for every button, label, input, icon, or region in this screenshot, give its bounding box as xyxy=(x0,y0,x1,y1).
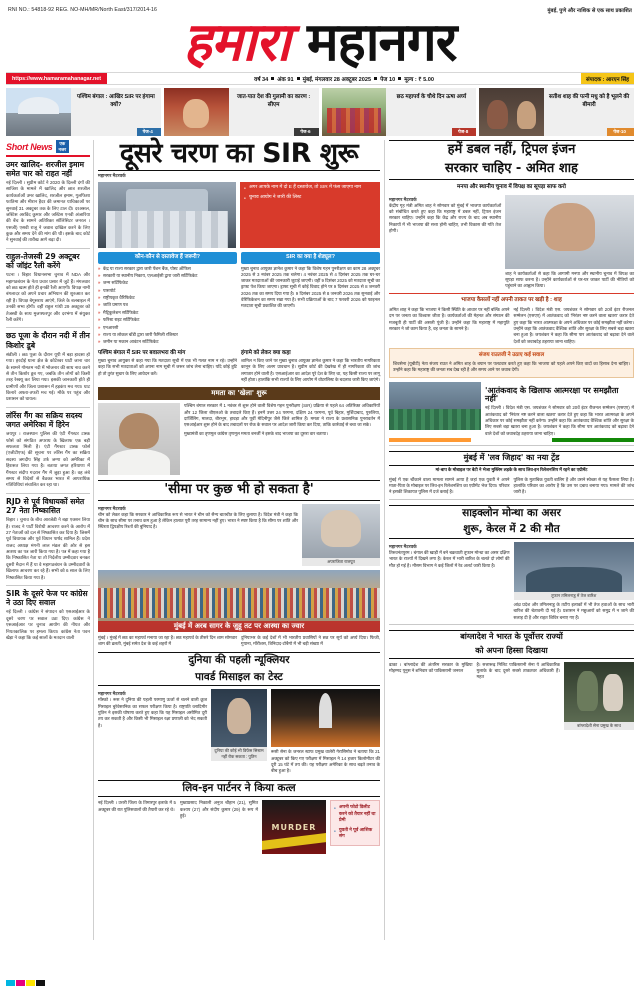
livein-body-1: नई दिल्ली । उत्तरी जिला के तिमारपुर इलाके में 5 अक्टूबर की रात पुलिसवालों की तैयारी कर रहे थे। xyxy=(98,800,176,812)
cyclone-headline-line1: साइक्लोन मोन्था का असर xyxy=(389,505,634,520)
short-news-item[interactable] xyxy=(6,331,90,403)
crime-tape-icon xyxy=(262,832,326,850)
lovejihad-body-2: पुलिस के मुताबिक युवती बालिग है और उसने स्वेच्छा से यह फैसला लिया है। हालांकि परिवार का आरोप है कि उस पर दबाव बनाया गया। मामले की जांच जारी है। xyxy=(513,476,634,495)
short-news-title: छठ पूजा के दौरान नदी में तीन किशोर डूबे xyxy=(6,331,90,350)
teaser-page-badge: पेज-10 xyxy=(607,128,634,136)
cyclone-headline-line2: शुरू, केरल में 2 की मौत xyxy=(389,524,634,539)
teaser-photo xyxy=(6,88,71,136)
schedule-box xyxy=(241,252,380,346)
sanjay-raut-box xyxy=(389,348,634,378)
lead-top-row xyxy=(98,182,380,248)
murder-word: MURDER xyxy=(271,822,317,832)
teaser-photo xyxy=(479,88,544,136)
short-news-column xyxy=(6,140,94,940)
issue-number: अंक 91 xyxy=(277,76,294,83)
note-title: हंगामे को लेकर क्या कहा xyxy=(241,349,291,356)
divider xyxy=(6,407,90,408)
masthead-word-hamara: हमारा xyxy=(183,12,290,73)
bangladesh-photo-block xyxy=(564,662,634,730)
divider xyxy=(6,585,90,586)
seema-photo-caption: अपराजिता राजपूत xyxy=(302,558,380,566)
seema-photo-block xyxy=(302,504,380,566)
page-count: पेज 10 xyxy=(380,76,396,83)
masthead-word-mahanagar: महानगर xyxy=(306,12,457,73)
short-news-item[interactable] xyxy=(6,160,90,244)
teaser-item[interactable] xyxy=(6,88,161,136)
nuclear-byline: महानगर मैटरवर्क xyxy=(98,691,126,697)
publication-tagline: मुंबई, पुणे और नाशिक से एक साथ प्रकाशित xyxy=(547,8,632,14)
document-item: » राष्ट्रीयकृत वैरिफिकेट xyxy=(98,295,237,301)
nuclear-text-block xyxy=(98,689,207,774)
short-news-body: नई दिल्ली । कांग्रेस ने संपादन को एसआईआर के दूसरे चरण पर सवाल उठा दिए। कांग्रेस ने एसआईआर पर चुनाव आयोग की नीयत और नियतकालिक पर हमला किया। कांग्रेस नेता पवन खेड़ा ने कहा कि कई सालों के मतदान वाली xyxy=(6,609,90,640)
nuclear-body-1: मॉस्को । रूस ने दुनिया की पहली परमाणु ऊर्जा से चलने वाली क्रूज मिसाइल बुरेवेस्तनिक का सफल परीक्षण किया है। राष्ट्रपति व्लादिमीर पुतिन ने इसकी घोषणा करते हुए कहा कि यह मिसाइल असीमित दूरी तय कर सकती है और किसी भी मिसाइल रक्षा प्रणाली को भेद सकती है। xyxy=(98,697,207,728)
mamata-banerjee-photo xyxy=(98,403,180,475)
mamata-body-2: मुख्यमंत्री का तृणमूल कांग्रेस तृणमूल ममता बनर्जी ने इसके बाद भाजपा का दूसरा वार बताया। xyxy=(184,430,328,436)
info-strip xyxy=(6,72,634,85)
mamata-row xyxy=(98,403,380,475)
document-item: » फॉरेस्ट राइट सर्टिफिकेट xyxy=(98,317,237,323)
highlight-item: ● अगर आपके नाम में दो E हैं दस्तावेज, तो SIR में फंस जाएगा नाम xyxy=(244,185,376,192)
divider xyxy=(389,624,634,625)
livein-pink-box-block xyxy=(330,800,380,854)
beach-photo-caption: मुंबई में अरब सागर के जुहू तट पर आस्था का ज्वार xyxy=(98,621,380,632)
note-title: पश्चिम बंगाल में SIR पर बवालभरा की मांग xyxy=(98,349,186,356)
cover-price: मूल्य : ₹ 5.00 xyxy=(404,76,434,83)
short-news-body: नई दिल्ली । सुप्रीम कोर्ट ने 2020 के दिल्ली दंगों की साजिश के मामले में खालिद और छात्र शरजील कार्यकर्ताओं उमर खालिद, शरजील इमाम, गुलफिशा फातिमा और मीरान हैदर की जमानत याचिकाओं पर सुनवाई 31 अक्टूबर तक के लिए टाल दी। दरअसल, जस्टिस अरविंद कुमार और जस्टिस एनवी अंजारिया की बेंच के सामने अतिरिक्त सॉलिसिटर जनरल । एसजी) एसवी राजू ने जवाब दाखिल करने के लिए कुछ और समय देने की मांग की थी। इसके बाद कोर्ट ने सुनवाई की तारीख आगे बढ़ा दी। xyxy=(6,180,90,243)
mamata-body-1: पश्चिम बंगाल सरकार में 1 नवंबर से शुरू होने वाली विशेष गहन पुनरीक्षण (SIR) प्रक्रिया से पहले 64 अतिरिक्त अधिकारियों और 12 जिला बीएलओ के तबादले किए हैं। इनमें उत्तर 24 परगना, दक्षिण 24 परगना, पूर्व बिहार, मुर्शिदाबाद, पुरुलिया, दार्जिलिंग, मालदा, बीरभूम, हावड़ा और पूर्वी मेदिनीपुर जैसे जिले शामिल हैं। ममता ने राज्य के प्रशासनिक पुनरावर्तन में एसआईआर शुरू होने के बाद तबादलों पर रोक के सवाल पर आदेश जारी किया कर दिया, ताकि कार्रवाई से बचा जा सके। xyxy=(184,403,380,428)
livein-highlights-box xyxy=(330,800,380,846)
amitshah-headline-line1: हमें डबल नहीं, ट्रिपल इंजन xyxy=(389,140,634,157)
issue-info xyxy=(107,73,581,84)
divider xyxy=(6,327,90,328)
lovejihad-headline: मुंबई में 'लव जिहाद' का नया ट्रेंड xyxy=(389,451,634,466)
nuclear-row xyxy=(98,689,380,774)
beach-body-2: दुनियाभर के कई देशों में भी भारतीय प्रवासियों ने छठ पर सूर्य को अर्घ्य दिया। फिजी, गुयाना, मॉरीशस, त्रिनिदाद-टोबैगो में भी बड़ी संख्या में xyxy=(241,634,380,647)
document-item: » केंद्र या राज्य सरकार द्वारा जारी पेंशन बैंक, पोस्ट ऑफिस xyxy=(98,266,237,272)
editor-name: संपादक : आरएन सिंह xyxy=(581,73,634,84)
short-news-title: लॉरेंस गैंग का सक्रिय सदस्य जगत अमेरिका में हिरेन xyxy=(6,410,83,429)
note-body: शामिल न किए जाने पर मुख्य चुनाव आयुक्त ज्ञानेश कुमार ने कहा कि भारतीय नागरिकता कानून के लिए अलग प्रावधान है। सुप्रीम कोर्ट की देखरेख में ही नागरिकता की जांच लगातार होने वाली है। एसआईआर का आदेश पूरे देश के लिए था, यह किसी राज्य पर लागू नहीं होता। हालांकि सभी राज्यों के लिए आयोग में वोटरलिस्ट के बदलाव जारी किए जाएंगे। xyxy=(241,358,380,383)
amitshah-row xyxy=(389,195,634,290)
sanjay-raut-body: शिवसेना (यूबीटी) नेता संजय राउत ने अमित शाह के बयान पर पलटवार करते हुए कहा कि भाजपा को पहले अपने किए वादों का हिसाब देना चाहिए। उन्होंने कहा कि महाराष्ट्र की जनता सब देख रही है और समय आने पर जवाब देगी। xyxy=(393,360,630,373)
divider xyxy=(389,499,634,500)
seema-byline: महानगर मैटरवर्क xyxy=(98,505,126,511)
note-west-bengal xyxy=(98,350,237,384)
short-news-title: RJD से पूर्व विधायकों समेत 27 नेता निष्कासित xyxy=(6,496,85,515)
teaser-photo xyxy=(164,88,229,136)
seema-body: चीन को लेकर कहा कि सरकार ने आधिकारिक रूप से भारत ने चीन को सैन्य बातचीत के लिए बुलाया है। विदेश मंत्री ने कहा कि चीन के साथ सीमा पर तनाव कम हुआ है लेकिन हालात पूरी तरह सामान्य नहीं हुए। भारत ने स्पष्ट किया है कि सीमा पर शांति और स्थिरता द्विपक्षीय रिश्तों की बुनियाद है। xyxy=(98,511,298,530)
missile-launch-photo xyxy=(271,689,380,747)
document-item: » जाति प्रमाण पत्र xyxy=(98,302,237,308)
document-item: » मैट्रिकुलेशन सर्टिफिकेट xyxy=(98,310,237,316)
bangladesh-photo-caption: बांग्लादेशी सेना प्रमुख के साथ xyxy=(564,722,634,730)
right-column xyxy=(384,140,634,940)
jaishankar-photo xyxy=(302,504,380,558)
documents-box xyxy=(98,252,237,346)
amitshah-body-2: शाह ने कार्यकर्ताओं से कहा कि आगामी मनपा और स्थानीय चुनाव में विपक्ष का सूपड़ा साफ करना है। उन्होंने कार्यकर्ताओं से घर-घर जाकर पार्टी की नीतियों को पहुंचाने का आह्वान किया। xyxy=(505,270,634,289)
nuclear-headline-line1: दुनिया की पहली न्यूक्लियर xyxy=(98,652,380,667)
teaser-page-badge: पेज-6 xyxy=(294,128,318,136)
sea-view-photo xyxy=(389,382,481,430)
place-and-date: मुंबई, मंगलवार 28 अक्टूबर 2025 xyxy=(302,76,372,83)
murder-graphic-block xyxy=(262,800,326,854)
seema-headline: 'सीमा पर कुछ भी हो सकता है' xyxy=(98,480,380,500)
bangladesh-headline-line1: बांग्लादेश ने भारत के पूर्वोत्तर राज्यों xyxy=(389,630,634,642)
teaser-photo xyxy=(322,88,387,136)
cyclone-text-block xyxy=(389,542,510,621)
divider xyxy=(389,293,634,294)
separator-square-icon xyxy=(398,77,401,80)
livein-headline: लिव-इन पार्टनर ने किया कत्ल xyxy=(98,780,380,798)
cyclone-body-2: आंध्र प्रदेश और तमिलनाडु के तटीय इलाकों में भी तेज हवाओं के साथ भारी बारिश की चेतावनी दी गई है। प्रशासन ने मछुआरों को समुद्र में न जाने की सलाह दी है और राहत शिविर बनाए गए हैं। xyxy=(513,601,634,620)
short-news-title: उमर खालिद- शरजील इमाम समेत चार को राहत नहीं xyxy=(6,159,85,178)
separator-square-icon xyxy=(297,77,300,80)
short-news-title: SIR के दूसरे फेज पर कांग्रेस ने उठा दिए सवाल xyxy=(6,588,88,608)
pink-item: ● युवती ने पूर्व आशिक संग xyxy=(334,827,376,840)
murder-crime-scene-photo xyxy=(262,800,326,854)
document-item: » जमीन या मकान आवंटन सर्टिफिकेट xyxy=(98,339,237,345)
document-item: » जन्म सर्टिफिकेट xyxy=(98,280,237,286)
center-column xyxy=(98,140,380,940)
cyclone-byline: महानगर मैटरवर्क xyxy=(389,543,417,549)
volume-year: वर्ष 34 xyxy=(254,76,269,83)
teaser-strip xyxy=(6,88,634,136)
amitshah-headline-line2: सरकार चाहिए - अमित शाह xyxy=(389,162,634,179)
lead-highlight-box xyxy=(240,182,380,248)
short-news-body: संडीली । छठ पूजा के दौरान यूपी में बड़ा हादसा हो गया। हरदोई थाना क्षेत्र के कोटेश्वर घाटी जाना चार के सामने गोमतम नदी में भोजनार की साथ नाव करने से तीन किशोर डूब गए, जबकि तीन लोगों को किसी तरह रेस्क्यू कर लिया गया। इसकी जानकारी होते ही ग्रामीणों और जिला प्रशासन में हड़कंप मच गया। घाट किनारे अफरा-तफरी मच गई। मौके पर पहुंच और प्रशासन को घायल। xyxy=(6,351,90,402)
masthead xyxy=(6,12,634,73)
note-body: मुख्य चुनाव आयुक्त से कहा गया कि मतदाता सूची में एक भी गलत नाम न रहे। उन्होंने कहा कि सभी मतदाताओं को अपना नाम सूची में जरूर जांच लेना चाहिए। यदि कोई त्रुटि हो तो तुरंत सुधार के लिए आवेदन करें। xyxy=(98,358,237,376)
teaser-item[interactable] xyxy=(479,88,634,136)
cyclone-photo-block xyxy=(514,542,635,621)
documents-list xyxy=(98,266,237,346)
short-news-item[interactable] xyxy=(6,589,90,641)
short-news-item[interactable] xyxy=(6,411,90,489)
lead-byline: महानगर मैटरवर्क xyxy=(98,173,126,179)
separator-square-icon xyxy=(271,77,274,80)
livein-body-2: मुख्यप्रसाद निकाली अनुज चौहान (21), सुमित कश्यप (27) और संदीप कुमार (29) के रूप में हुई। xyxy=(180,800,258,819)
document-item: » राज्य या लोकल बॉडी द्वारा जारी फैमिली रजिस्टर xyxy=(98,332,237,338)
short-news-item[interactable] xyxy=(6,497,90,581)
beach-body-1: मुंबई । मुंबई में छठ का महापर्व मनाया जा रहा है। छठ महापर्व के तीसरे दिन शाम सोमवार शाम की ढलती, मुंबई समेत देश के कई शहरों में xyxy=(98,634,237,647)
mamata-section-header: ममता का 'खेला' शुरू xyxy=(98,387,380,400)
highlight-item: ● चुनाव आयोग ने जारी की लिस्ट xyxy=(244,195,376,202)
livein-row xyxy=(98,800,380,854)
documents-box-header: कौन-कौन से दस्तावेज हैं जरूरी? xyxy=(98,252,237,263)
atankwad-text-block xyxy=(485,382,634,437)
amitshah-body-1: केंद्रीय गृह मंत्री अमित शाह ने सोमवार को मुंबई में भाजपा कार्यकर्ताओं को संबोधित करते हुए कहा कि महाराष्ट्र में डबल नहीं, ट्रिपल इंजन सरकार चाहिए। उन्होंने कहा कि केंद्र और राज्य के बाद अब स्थानीय निकायों में भी भाजपा की सत्ता होनी चाहिए, तभी विकास की गति तेज होगी। xyxy=(389,202,502,233)
pink-item: ● अपनी फोटो डिलीट करने को तैयार नहीं था प्रेमी xyxy=(334,804,376,823)
teaser-text: पश्चिम बंगाल : आखिर SIR पर हंगामा क्यों? xyxy=(76,94,155,109)
teaser-page-badge: पेज-8 xyxy=(452,128,476,136)
putin-photo-block xyxy=(211,689,267,774)
amitshah-photo-block xyxy=(505,195,634,290)
lovejihad-body-1: मुंबई में एक चौंकाने वाला मामला सामने आया है जहां एक युवती ने अपने माता-पिता के मोबाइल पर लिव-इन रिलेशनशिप का एग्रीमेंट भेज दिया। परिवार ने इसकी शिकायत पुलिस में दर्ज कराई है। xyxy=(389,476,510,495)
document-item: » पासपोर्ट xyxy=(98,288,237,294)
short-news-header xyxy=(6,140,90,153)
bangladesh-body-1: ढाका । बांग्लादेश की अंतरिम सरकार के मुखिया मोहम्मद यूनुस ने शनिवार को पाकिस्तानी जनरल xyxy=(389,661,473,673)
nuclear-headline-line2: पावर्ड मिसाइल का टेस्ट xyxy=(98,672,380,687)
amitshah-sub2-headline: भाजपा कैसलों नहीं अपनी ताकत पर खड़ी है : शाह xyxy=(461,296,562,303)
short-news-title: राहुल-तेजस्वी 29 अक्टूबर को जॉइंट रैली करेंगे xyxy=(6,251,80,270)
amitshah-subhead: मनपा और स्थानीय चुनाव में विपक्ष का सूपड़ा साफ करो xyxy=(457,183,566,190)
atankwad-body: नई दिल्ली । विदेश मंत्री एस. जयशंकर ने सोमवार को 20वें इंटर रीजनल सम्मेलन (एसएए) में आतंकवाद को 'निरंतर नष्ट करने वाला खतरा' करार देते हुए कहा कि भारत आत्मरक्षा के अपने अधिकार पर कोई समझौता नहीं करेगा। उन्होंने कहा कि आतंकवाद वैश्विक शांति और सुरक्षा के लिए सबसे बड़ा खतरा बना हुआ है। जयशंकर ने कहा कि सीमा पार आतंकवाद को बढ़ावा देने वाले देशों को जवाबदेह ठहराया जाना चाहिए। xyxy=(485,405,634,436)
document-item: » सरकारी या स्थानीय निकाय, एलआईसी द्वारा जारी सर्टिफिकेट xyxy=(98,273,237,279)
teaser-text: छठ महापर्व के चौथे दिन ऊषा अर्घ्य xyxy=(396,94,467,100)
sir-info-boxes xyxy=(98,252,380,346)
nuclear-body-2: रूसी सेना के जनरल स्टाफ प्रमुख वालेरी गेरासिमोव ने बताया कि 21 अक्टूबर को किए गए परीक्षण में मिसाइल ने 14 हजार किलोमीटर की दूरी 15 घंटे में तय की। यह परीक्षण अमेरिका के साथ बढ़ते तनाव के बीच हुआ है। xyxy=(271,749,380,774)
cyclone-photo-caption: तूफान तमिलनाडु में तेज बारिश xyxy=(514,592,635,600)
atankwad-lead-body: नई दिल्ली । विदेश मंत्री एस. जयशंकर ने सोमवार को 20वें इंटर रीजनल सम्मेलन (एसएए) में आतंकवाद को 'निरंतर नष्ट करने वाला खतरा' करार देते हुए कहा कि भारत आत्मरक्षा के अपने अधिकार पर कोई समझौता नहीं करेगा। उन्होंने कहा कि आतंकवाद वैश्विक शांति और सुरक्षा के लिए सबसे बड़ा खतरा बना हुआ है। जयशंकर ने कहा कि सीमा पार आतंकवाद को बढ़ावा देने वाले देशों को जवाबदेह ठहराया जाना चाहिए। xyxy=(513,306,634,344)
sanjay-raut-headline: संजय राउतजी ने उठाए कई सवाल xyxy=(478,351,545,358)
lovejihad-subhead: मां-बाप के मोबाइल पर बेटी ने भेजा मुस्लिम लड़के के साथ लिव-इन रिलेशनशिप में रहने का एग्रीमेंट xyxy=(435,466,588,472)
cyclone-photo xyxy=(514,542,635,592)
document-item: » एनआरसी xyxy=(98,325,237,331)
teaser-item[interactable] xyxy=(322,88,477,136)
atankwad-photo-block xyxy=(389,382,481,437)
divider xyxy=(6,248,90,249)
atankwad-row xyxy=(389,382,634,437)
website-url[interactable]: https://www.hamaramahanagar.net xyxy=(6,73,107,84)
bangladesh-row xyxy=(389,662,634,730)
seema-text-block xyxy=(98,504,298,566)
bangladesh-body-2: है। सत्तारूढ़ मिलिट पाकिस्तानी सेना ये आधिकारिक मुलाके के बाद दूसरे सबसे ताकतवर अधिकारी हैं। महत xyxy=(476,661,560,680)
short-news-body: बिहार । चुनाव के बीच आरजेडी ने बड़ा एक्शन लिया है। राजद ने पार्टी विरोधी आचरण करने के आरोप में 27 नेताओं को दल से निष्कासित कर दिया है। जिसमें पूर्व विधायक और पूर्व विधान पार्षद शामिल हैं। प्रदेश राजद अध्यक्ष मंगनी लाल मंडल की ओर से इस आशय का पत्र जारी किया गया है। पत्र में कहा गया है कि निष्कासित नेता या तो निर्दलीय उम्मीदवार बनकर दूसरी मैदान में हैं या वे महागठबंधन के उम्मीदवारों के खिलाफ आचरण कर रहे हैं। सभी को 6 साल के लिए निष्कासित किया गया है। xyxy=(6,517,90,580)
amitshah-byline: महानगर मैटरवर्क xyxy=(389,196,417,202)
short-news-logo: Short News xyxy=(6,141,53,152)
cyclone-body-1: तिरुवनंतपुरम । बंगाल की खाड़ी में बने चक्रवाती तूफान मोन्था का असर दक्षिण भारत के राज्यों में दिखने लगा है। केरल में भारी बारिश के चलते दो लोगों की मौत हो गई है। मौसम विभाग ने कई जिलों में रेड अलर्ट जारी किया है। xyxy=(389,549,510,568)
amitshah-sub2-body: अमित शाह ने कहा कि भाजपा ने किसी स्थिति के आधार पर नहीं बल्कि अपने दम पर जनता का विश्वास जीता है। कार्यकर्ताओं की मेहनत और संगठन की मजबूती ही पार्टी की असली पूंजी है। उन्होंने कहा कि महाराष्ट्र में महायुति सरकार ने जो काम किया है, वह जनता के सामने है। xyxy=(389,306,510,331)
amitshah-sub2-row xyxy=(389,307,634,345)
divider xyxy=(6,493,90,494)
putin-photo xyxy=(211,689,267,747)
schedule-box-header: SIR का क्या है शेड्यूल? xyxy=(241,252,380,263)
schedule-box-body: मुख्य चुनाव आयुक्त ज्ञानेश कुमार ने कहा कि विशेष गहन पुनरीक्षण का काम 28 अक्टूबर 2025 से 3 नवंबर 2025 तक चलेगा। 4 नवंबर 2025 से 4 दिसंबर 2025 तक घर-घर जाकर मतदाताओं की जानकारी जुटाई जाएगी। वहीं 9 दिसंबर 2025 को मतदाता सूची का ड्राफ्ट पेश किया जाएगा। ड्राफ्ट सूची में कोई विवाद होने पर 9 दिसंबर 2025 से 8 जनवरी 2026 तक का समय दिया गया है। 9 दिसंबर 2025 से 8 जनवरी 2026 तक सुनवाई और वेरिफिकेशन का समय रखा गया है। सभी प्रक्रियाओं के बाद 7 फरवरी 2026 को फाइनल मतदाता सूची प्रकाशित की जाएगी। xyxy=(241,265,380,309)
mumbai-juhu-beach-photo xyxy=(98,570,380,632)
amit-shah-photo xyxy=(505,195,634,269)
seema-row xyxy=(98,504,380,566)
lead-headline: दूसरे चरण का SIR शुरू xyxy=(98,140,380,171)
atankwad-headline: 'आतंकवाद के खिलाफ आत्मरक्षा पर समझौता नहीं' xyxy=(485,385,619,404)
bangladesh-army-chief-photo xyxy=(564,662,634,722)
note-hungama xyxy=(241,350,380,384)
beach-text-row xyxy=(98,635,380,648)
teaser-item[interactable] xyxy=(164,88,319,136)
short-news-body: पटना । बिहार विधानसभा चुनाव में NDA और महागठबंधन के नेता प्रचार प्रसार में जुटे हैं। मंगलवार को छठ खत्म होते ही इनकी रैली आएगी। विपक्ष नामी बंगलादर को अपने प्रचार अभियान की शुरुआत कर रही है। विपक्ष बेगूसराय आएंगे, जिले के बलबाइल में उनकी सभा होगी। वहीं राहुल गांधी 29 अक्टूबर को तेजस्वी के साथ मुजफ्फरपुर और दरभंगा में संयुक्त रैली करेंगे। xyxy=(6,272,90,322)
cyclone-row xyxy=(389,542,634,621)
teaser-text: सतीश शाह की पत्नी मधु को है भूलने की बीमारी xyxy=(549,94,630,109)
missile-photo-block xyxy=(271,689,380,774)
lead-photo-election-commission xyxy=(98,182,236,248)
main-content-grid xyxy=(6,140,634,940)
divider xyxy=(389,445,634,446)
lead-notes-row xyxy=(98,350,380,384)
divider xyxy=(6,155,90,157)
badge-line-1: एक xyxy=(59,141,66,146)
nuclear-photo-caption: दुनिया की कोई भी डिफेंस सिस्टम नहीं रोक सकता : पुतिन xyxy=(211,747,267,761)
lovejihad-row xyxy=(389,477,634,496)
short-news-item[interactable] xyxy=(6,252,90,324)
separator-square-icon xyxy=(374,77,377,80)
rni-number: RNI NO.: 54818-92 REG. NO-MH/MR/North East/317/2014-16 xyxy=(8,7,157,13)
amitshah-text-block xyxy=(389,195,501,290)
cmyk-registration-marks xyxy=(6,980,45,986)
teaser-page-badge: पेज-4 xyxy=(137,128,161,136)
teaser-text: जात-पात देश की गुलामी का कारण : सीएम xyxy=(237,94,311,109)
bangladesh-headline-line2: को अपना हिस्सा दिखाया xyxy=(389,647,634,659)
ek-nazar-badge xyxy=(56,140,70,153)
badge-line-2: नजर xyxy=(58,146,67,152)
mamata-text-block xyxy=(184,403,380,475)
indian-flag-icon xyxy=(389,438,634,442)
short-news-body: जयपुर । राजस्थान पुलिस की एंटी गैंगस्टर टास्क फोर्स को संगठित अपराध के खिलाफ एक बड़ी सफलता मिली है। एंटी गैंगस्टर टास्क फोर्स (एजीटीएफ) की सूचना पर लॉरेंस गैंग का सक्रिय सदस्य जगदीप सिंह उर्फ जग्गा को अमेरिका में हिरासत लिया गया है। बताया जगत हरियाणा में गैंगस्टर संदीप गदरान गैंग में जुड़ा हुआ है। वह लंबे समय से विदेशों से बैठकर भारत में आपराधिक गतिविधियां संचालित कर रहा था। xyxy=(6,431,90,488)
